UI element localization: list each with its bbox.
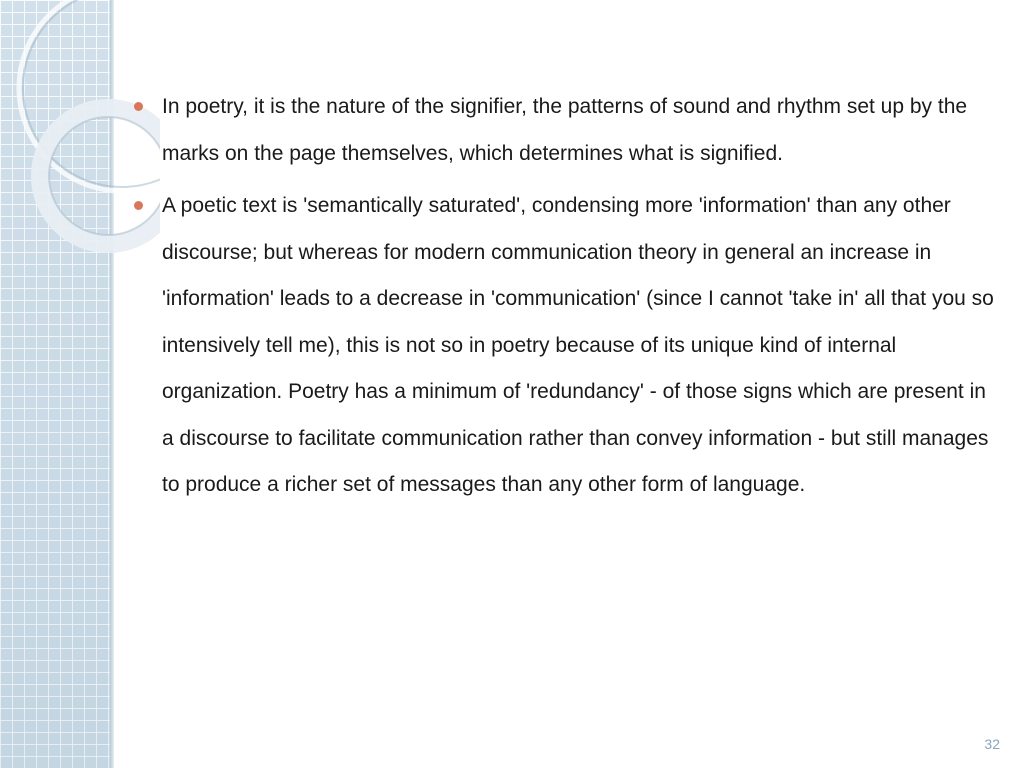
- sidebar-edge: [110, 0, 114, 768]
- bullet-text: A poetic text is 'semantically saturated', condensing more 'information' than any other discourse; but whereas for modern communication theory in general an increase in 'information' leads to a decrease in 'communication' (since I cannot 'take in' all that you so intensively tell me), this is not so in poetry because of its unique kind of internal organization. Poetry has a minimum of 'redundancy' - of those signs which are present in a discourse to facilitate communication rather than convey information - but still manages to produce a richer set of messages than any other form of language.: [162, 194, 994, 496]
- sidebar-shade: [0, 0, 114, 768]
- bullet-dot-icon: [134, 201, 143, 210]
- sidebar-background: [0, 0, 114, 768]
- bullet-item: [130, 183, 1000, 509]
- slide-number: 32: [984, 736, 1000, 752]
- bullet-list: [130, 84, 1000, 509]
- slide-content: [130, 84, 1000, 515]
- bullet-text: In poetry, it is the nature of the signifier, the patterns of sound and rhythm set up by the marks on the page themselves, which determines what is signified.: [162, 95, 968, 165]
- bullet-dot-icon: [134, 102, 143, 111]
- bullet-item: [130, 84, 1000, 177]
